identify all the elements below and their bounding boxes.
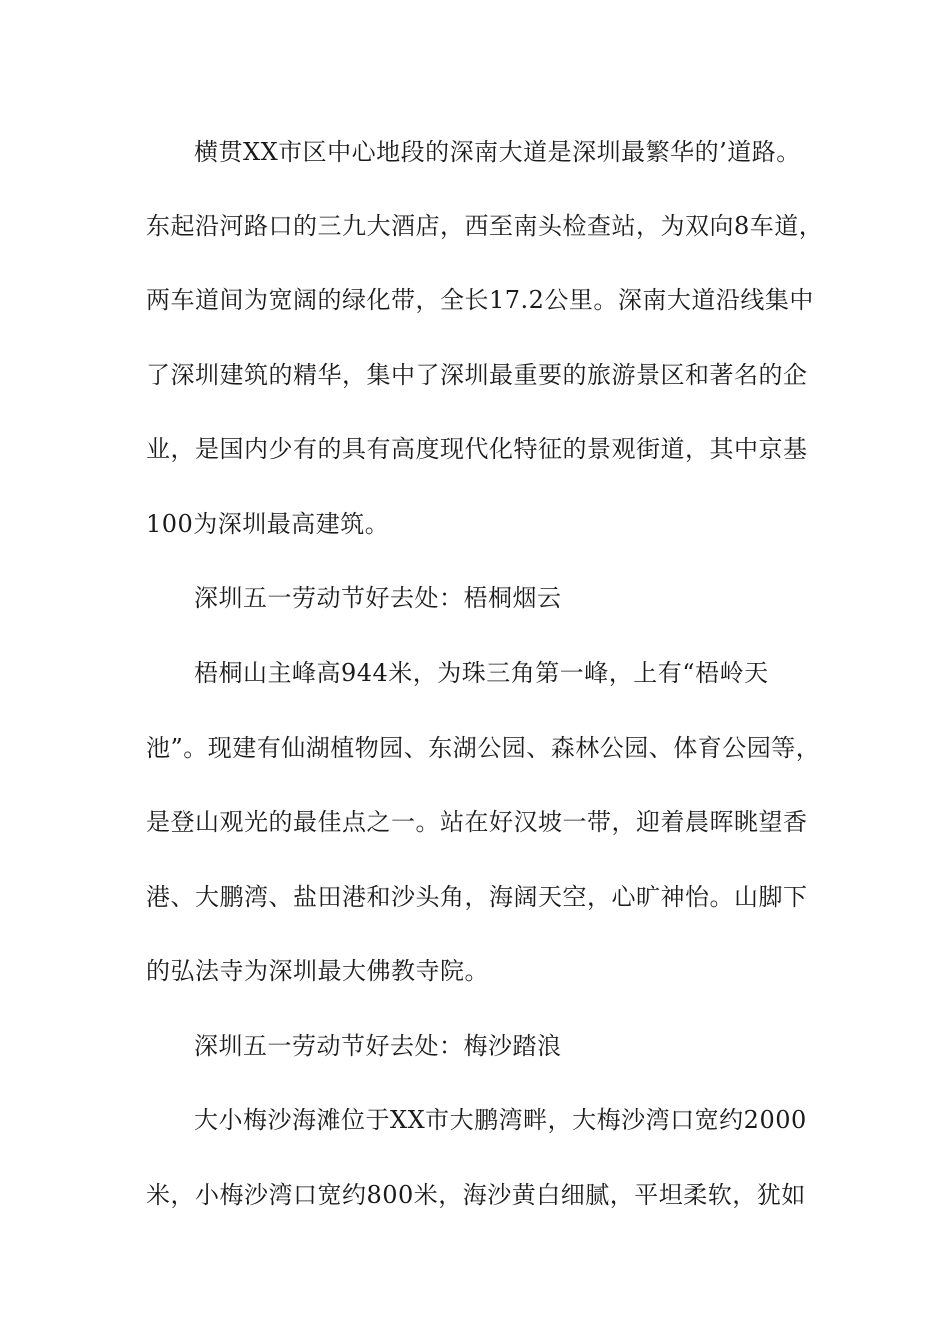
paragraph-line: 两车道间为宽阔的绿化带，全长17.2公里。深南大道沿线集中 [146, 286, 814, 314]
paragraph-line: 港、大鹏湾、盐田港和沙头角，海阔天空，心旷神怡。山脚下 [146, 883, 808, 911]
paragraph-line: 池”。现建有仙湖植物园、东湖公园、森林公园、体育公园等， [146, 734, 821, 762]
paragraph-line: 100为深圳最高建筑。 [146, 510, 390, 538]
paragraph-line: 业，是国内少有的具有高度现代化特征的景观街道，其中京基 [146, 435, 808, 463]
section-heading: 深圳五一劳动节好去处：梅沙踏浪 [194, 1032, 562, 1060]
paragraph-line: 米，小梅沙湾口宽约800米，海沙黄白细腻，平坦柔软，犹如 [146, 1181, 806, 1209]
paragraph-line: 是登山观光的最佳点之一。站在好汉坡一带，迎着晨晖眺望香 [146, 808, 808, 836]
paragraph-line: 横贯XX市区中心地段的深南大道是深圳最繁华的’道路。 [194, 138, 801, 166]
paragraph-line: 的弘法寺为深圳最大佛教寺院。 [146, 957, 489, 985]
paragraph-line: 东起沿河路口的三九大酒店，西至南头检查站，为双向8车道， [146, 212, 824, 240]
paragraph-line: 梧桐山主峰高944米，为珠三角第一峰，上有“梧岭天 [194, 659, 769, 687]
section-heading: 深圳五一劳动节好去处：梧桐烟云 [194, 584, 562, 612]
paragraph-line: 大小梅沙海滩位于XX市大鹏湾畔，大梅沙湾口宽约2000 [194, 1106, 807, 1134]
paragraph-line: 了深圳建筑的精华，集中了深圳最重要的旅游景区和著名的企 [146, 361, 808, 389]
